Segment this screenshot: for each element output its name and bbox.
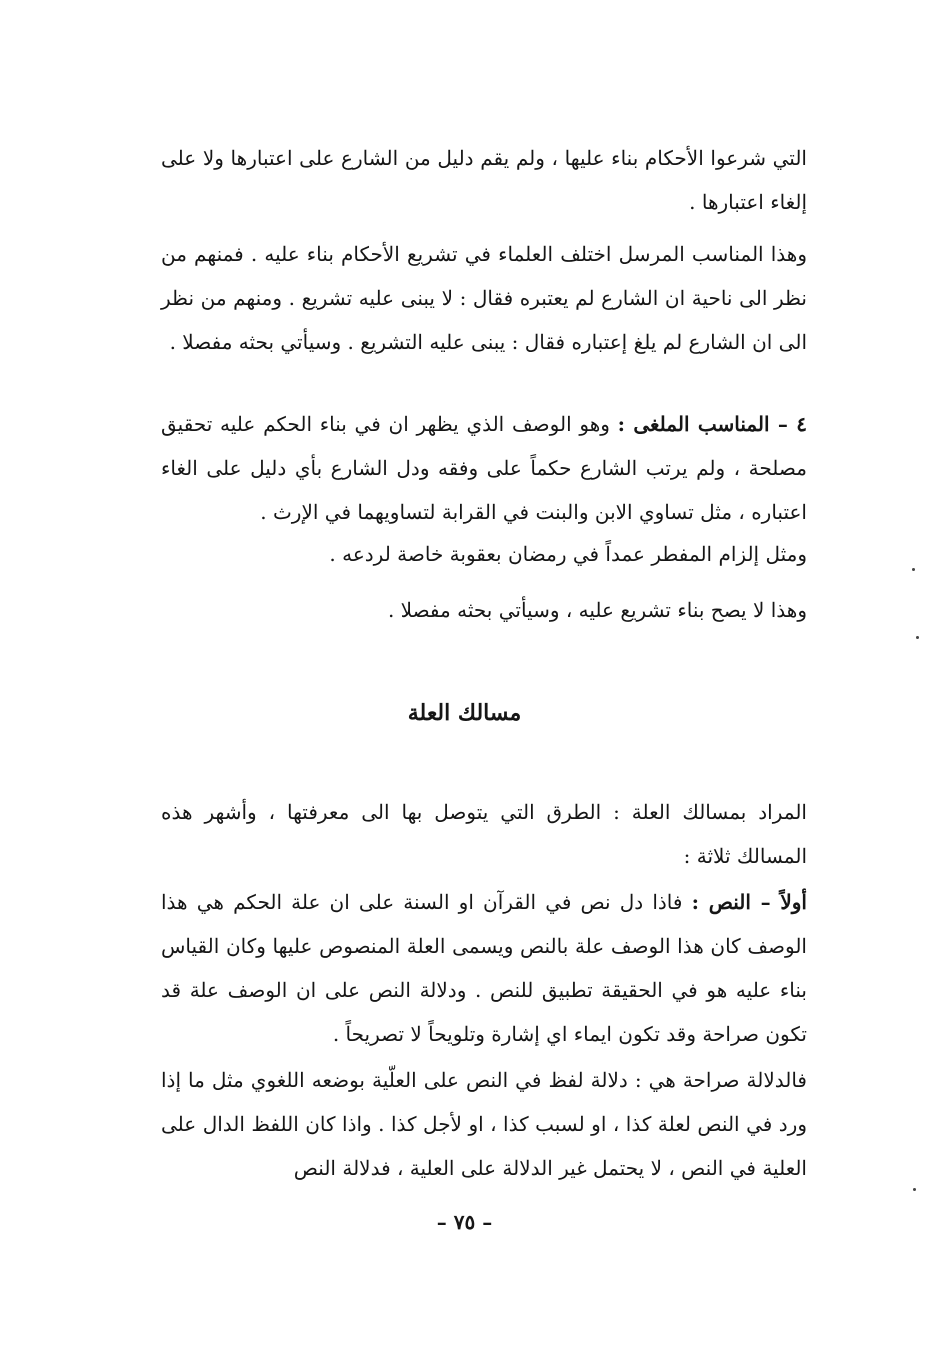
paragraph-1: التي شرعوا الأحكام بناء عليها ، ولم يقم دليل من الشارع على اعتبارها ولا على إلغاء اعتبارها . bbox=[161, 146, 807, 214]
paragraph-8: فالدلالة صراحة هي : دلالة لفظ في النص على العلّية بوضعه اللغوي مثل ما إذا ورد في النص لعلة كذا ، او لسبب كذا ، او لأجل كذا . واذا كان اللفظ الدال على العلية في النص ، لا يحتمل غير الدلالة على العلية ، فدلالة النص bbox=[161, 1068, 807, 1180]
section-heading: مسالك العلة bbox=[407, 700, 522, 726]
term-text-nass: أولاً – النص : bbox=[691, 890, 807, 914]
paragraph-7-body: فاذا دل نص في القرآن او السنة على ان علة الحكم هي هذا الوصف كان هذا الوصف علة بالنص ويسمى العلة المنصوص عليها وكان القياس بناء عليه هو في الحقيقة تطبيق للنص . ودلالة النص على ان الوصف علة قد تكون صراحة وقد تكون ايماء اي إشارة وتلويحاً لا تصريحاً . bbox=[161, 890, 807, 1046]
term-cancelled-suitable: ٤ – المناسب الملغى : bbox=[617, 412, 808, 436]
paragraph-3 bbox=[161, 402, 807, 534]
scan-speck bbox=[916, 636, 919, 639]
paragraph-6: المراد بمسالك العلة : الطرق التي يتوصل بها الى معرفتها ، وأشهر هذه المسالك ثلاثة : bbox=[161, 800, 807, 868]
paragraph-2: وهذا المناسب المرسل اختلف العلماء في تشريع الأحكام بناء عليه . فمنهم من نظر الى ناحية ان الشارع لم يعتبره فقال : لا يبنى عليه تشريع . ومنهم من نظر الى ان الشارع لم يلغ إعتباره فقال : يبنى عليه التشريع . وسيأتي بحثه مفصلا . bbox=[161, 242, 807, 354]
scan-speck bbox=[912, 568, 915, 571]
paragraph-7 bbox=[161, 880, 807, 1056]
paragraph-4: ومثل إلزام المفطر عمداً في رمضان بعقوبة خاصة لردعه . bbox=[329, 542, 807, 566]
page-number: – ٧٥ – bbox=[436, 1210, 493, 1234]
paragraph-5: وهذا لا يصح بناء تشريع عليه ، وسيأتي بحثه مفصلا . bbox=[387, 598, 807, 622]
paragraph-3-body: وهو الوصف الذي يظهر ان في بناء الحكم عليه تحقيق مصلحة ، ولم يرتب الشارع حكماً على وفقه ودل الشارع بأي دليل على الغاء اعتباره ، مثل تساوي الابن والبنت في القرابة لتساويهما في الإرث . bbox=[161, 412, 807, 524]
scan-speck bbox=[913, 1188, 916, 1191]
